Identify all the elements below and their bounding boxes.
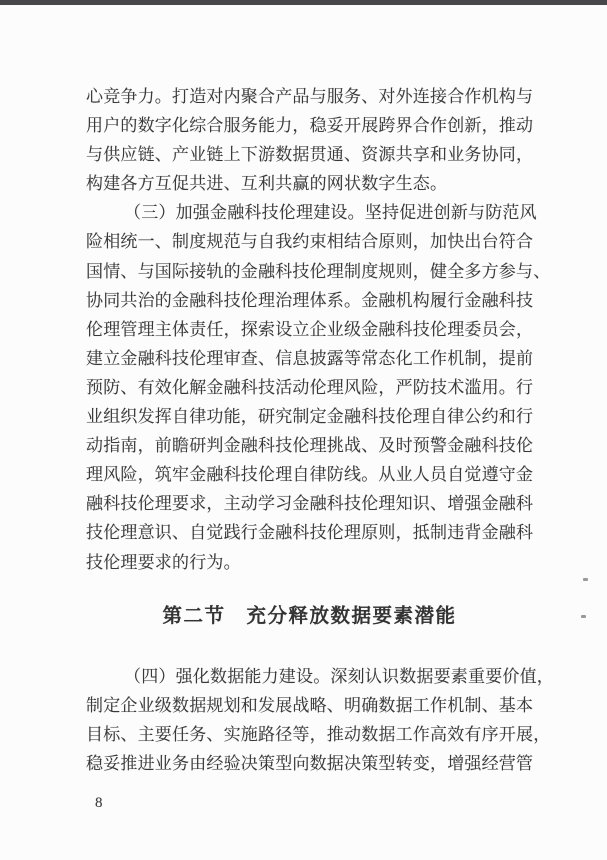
scan-speck xyxy=(581,615,586,618)
paragraph-continuation xyxy=(86,82,533,198)
text-line: 与供应链、产业链上下游数据贯通、资源共享和业务协同， xyxy=(86,145,534,165)
section-heading: 第二节 充分释放数据要素潜能 xyxy=(162,605,457,627)
text-line: 国情、与国际接轨的金融科技伦理制度规则，健全多方参与、 xyxy=(86,261,551,281)
text-line: 技伦理意识、自觉践行金融科技伦理原则，抵制违背金融科 xyxy=(86,523,534,543)
scan-edge-bar xyxy=(0,0,607,5)
text-line: （四）强化数据能力建设。深刻认识数据要素重要价值， xyxy=(124,666,554,686)
text-line: 心竞争力。打造对内聚合产品与服务、对外连接合作机构与 xyxy=(86,87,534,106)
text-line: 理风险，筑牢金融科技伦理自律防线。从业人员自觉遵守金 xyxy=(86,465,534,485)
text-line: 业组织发挥自律功能，研究制定金融科技伦理自律公约和行 xyxy=(86,407,534,427)
text-line: 预防、有效化解金融科技活动伦理风险，严防技术滥用。行 xyxy=(86,377,534,397)
text-line: 技伦理要求的行为。 xyxy=(86,552,241,572)
text-line: 目标、主要任务、实施路径等，推动数据工作高效有序开展， xyxy=(86,724,551,744)
scan-speck xyxy=(583,578,588,581)
paragraph-item-3-fintech-ethics xyxy=(86,198,551,576)
text-line: 动指南，前瞻研判金融科技伦理挑战、及时预警金融科技伦 xyxy=(86,436,534,456)
document-body xyxy=(86,82,554,778)
page-number: 8 xyxy=(95,795,103,811)
text-line: 建立金融科技伦理审查、信息披露等常态化工作机制，提前 xyxy=(86,348,534,368)
text-line: 制定企业级数据规划和发展战略、明确数据工作机制、基本 xyxy=(86,695,534,715)
text-line: 构建各方互促共进、互利共赢的网状数字生态。 xyxy=(86,174,448,194)
text-line: 稳妥推进业务由经验决策型向数据决策型转变，增强经营管 xyxy=(86,753,534,773)
text-line: 险相统一、制度规范与自我约束相结合原则，加快出台符合 xyxy=(86,232,534,252)
text-line: 协同共治的金融科技伦理治理体系。金融机构履行金融科技 xyxy=(86,290,534,310)
paragraph-item-4-data-capability xyxy=(86,662,554,778)
text-line: 融科技伦理要求，主动学习金融科技伦理知识、增强金融科 xyxy=(86,494,534,514)
text-line: 伦理管理主体责任，探索设立企业级金融科技伦理委员会， xyxy=(86,319,534,339)
text-line: （三）加强金融科技伦理建设。坚持促进创新与防范风 xyxy=(124,203,537,223)
text-line: 用户的数字化综合服务能力，稳妥开展跨界合作创新，推动 xyxy=(86,116,534,136)
